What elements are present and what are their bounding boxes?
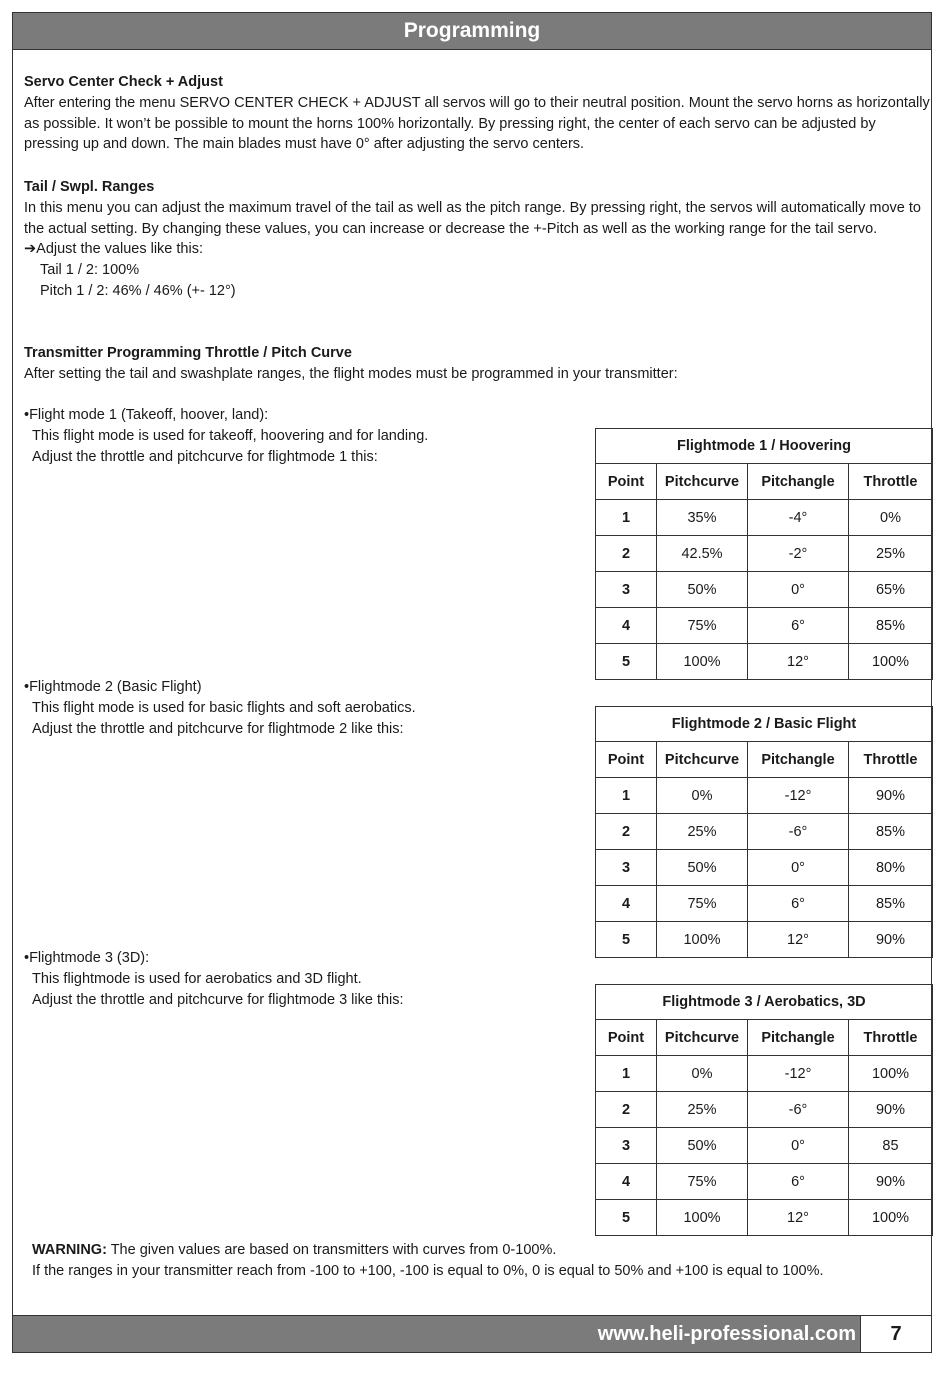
cell-pitchcurve: 0%: [657, 1056, 748, 1092]
cell-throttle: 85%: [849, 814, 933, 850]
cell-pitchangle: 6°: [748, 886, 849, 922]
cell-pitchangle: -4°: [748, 500, 849, 536]
col-header-throttle: Throttle: [849, 742, 933, 778]
table-row: [596, 850, 933, 886]
warning-line-1: The given values are based on transmitters with curves from 0-100%.: [106, 1242, 557, 1258]
table-row: [596, 886, 933, 922]
col-header-pitchangle: Pitchangle: [748, 1020, 849, 1056]
cell-pitchcurve: 0%: [657, 778, 748, 814]
cell-pitchangle: -2°: [748, 536, 849, 572]
cell-throttle: 80%: [849, 850, 933, 886]
cell-pitchcurve: 100%: [657, 644, 748, 680]
cell-point: 4: [596, 886, 657, 922]
cell-point: 5: [596, 922, 657, 958]
cell-point: 1: [596, 778, 657, 814]
table-row: [596, 922, 933, 958]
cell-throttle: 90%: [849, 1164, 933, 1200]
table-row: [596, 1200, 933, 1236]
cell-pitchcurve: 75%: [657, 608, 748, 644]
cell-throttle: 90%: [849, 922, 933, 958]
fm1-line-2: Adjust the throttle and pitchcurve for flightmode 1 this:: [32, 448, 378, 465]
cell-pitchcurve: 75%: [657, 1164, 748, 1200]
table-row: [596, 500, 933, 536]
cell-throttle: 85%: [849, 886, 933, 922]
cell-point: 4: [596, 608, 657, 644]
cell-throttle: 65%: [849, 572, 933, 608]
col-header-pitchcurve: Pitchcurve: [657, 742, 748, 778]
flightmode-3-table: [595, 984, 933, 1236]
cell-pitchcurve: 50%: [657, 1128, 748, 1164]
fm2-title: •Flightmode 2 (Basic Flight): [24, 679, 202, 695]
cell-point: 3: [596, 850, 657, 886]
tail-section: [24, 177, 932, 302]
table-caption: Flightmode 1 / Hoovering: [596, 429, 933, 464]
flightmode-2-table: [595, 706, 933, 958]
arrow-right-icon: ➔: [24, 241, 37, 258]
cell-point: 4: [596, 1164, 657, 1200]
cell-point: 2: [596, 536, 657, 572]
warning-label: WARNING:: [32, 1242, 107, 1258]
cell-point: 5: [596, 644, 657, 680]
col-header-pitchangle: Pitchangle: [748, 464, 849, 500]
tail-body: In this menu you can adjust the maximum travel of the tail as well as the pitch range. By pressing right, the servos will automatically move to the actual setting. By changing these values, you can increase or decrease the +-Pitch as well as the working range for the tail servo.: [24, 199, 921, 237]
cell-point: 2: [596, 1092, 657, 1128]
transmitter-body: After setting the tail and swashplate ranges, the flight modes must be programmed in your transmitter:: [24, 365, 678, 382]
cell-pitchangle: 6°: [748, 608, 849, 644]
table-row: [596, 778, 933, 814]
cell-pitchangle: 12°: [748, 644, 849, 680]
warning-note: [32, 1240, 922, 1282]
warning-line-2: If the ranges in your transmitter reach from -100 to +100, -100 is equal to 0%, 0 is equal to 50% and +100 is equal to 100%.: [32, 1262, 824, 1279]
fm1-title: •Flight mode 1 (Takeoff, hoover, land):: [24, 407, 269, 423]
tail-heading: Tail / Swpl. Ranges: [24, 179, 155, 195]
table-row: [596, 1128, 933, 1164]
cell-point: 3: [596, 572, 657, 608]
fm1-section: [24, 405, 584, 467]
cell-pitchangle: 0°: [748, 850, 849, 886]
cell-pitchangle: -6°: [748, 814, 849, 850]
cell-pitchangle: 12°: [748, 1200, 849, 1236]
table-row: [596, 644, 933, 680]
table-row: [596, 814, 933, 850]
table-row: [596, 536, 933, 572]
fm3-line-1: This flightmode is used for aerobatics and 3D flight.: [32, 970, 362, 987]
servo-section: [24, 72, 932, 155]
col-header-throttle: Throttle: [849, 1020, 933, 1056]
flightmode-1-table: [595, 428, 933, 680]
cell-pitchcurve: 25%: [657, 814, 748, 850]
col-header-pitchcurve: Pitchcurve: [657, 1020, 748, 1056]
cell-pitchangle: 12°: [748, 922, 849, 958]
table-row: [596, 1092, 933, 1128]
cell-pitchangle: 0°: [748, 572, 849, 608]
cell-throttle: 100%: [849, 1056, 933, 1092]
fm2-line-2: Adjust the throttle and pitchcurve for flightmode 2 like this:: [32, 720, 404, 737]
page-number: 7: [861, 1316, 931, 1352]
cell-throttle: 85: [849, 1128, 933, 1164]
tail-adjust-text: Adjust the values like this:: [36, 241, 203, 258]
fm3-title: •Flightmode 3 (3D):: [24, 950, 150, 966]
col-header-throttle: Throttle: [849, 464, 933, 500]
col-header-point: Point: [596, 1020, 657, 1056]
cell-point: 5: [596, 1200, 657, 1236]
cell-throttle: 90%: [849, 778, 933, 814]
cell-pitchcurve: 50%: [657, 850, 748, 886]
table-row: [596, 1056, 933, 1092]
col-header-pitchcurve: Pitchcurve: [657, 464, 748, 500]
cell-pitchangle: 0°: [748, 1128, 849, 1164]
cell-throttle: 90%: [849, 1092, 933, 1128]
cell-pitchcurve: 100%: [657, 922, 748, 958]
fm1-line-1: This flight mode is used for takeoff, hoovering and for landing.: [32, 427, 429, 444]
cell-pitchangle: 6°: [748, 1164, 849, 1200]
servo-heading: Servo Center Check + Adjust: [24, 74, 223, 90]
cell-pitchcurve: 50%: [657, 572, 748, 608]
cell-throttle: 100%: [849, 1200, 933, 1236]
page-title: Programming: [12, 12, 932, 50]
table-row: [596, 572, 933, 608]
tail-line-1: Tail 1 / 2: 100%: [40, 262, 140, 279]
tail-adjust-line: [24, 239, 932, 260]
col-header-point: Point: [596, 742, 657, 778]
cell-pitchcurve: 100%: [657, 1200, 748, 1236]
servo-body: After entering the menu SERVO CENTER CHECK + ADJUST all servos will go to their neutral position. Mount the servo horns as horizontally as possible. It won’t be possible to mount the horns 100% horizontally. By pressing right, the center of each servo can be adjusted by pressing up and down. The main blades must have 0° after adjusting the servo centers.: [24, 94, 930, 153]
cell-pitchangle: -12°: [748, 1056, 849, 1092]
cell-throttle: 25%: [849, 536, 933, 572]
transmitter-section: [24, 343, 932, 385]
tail-line-2: Pitch 1 / 2: 46% / 46% (+- 12°): [40, 282, 236, 299]
cell-throttle: 85%: [849, 608, 933, 644]
cell-point: 1: [596, 1056, 657, 1092]
table-row: [596, 608, 933, 644]
col-header-pitchangle: Pitchangle: [748, 742, 849, 778]
table-row: [596, 1164, 933, 1200]
cell-pitchcurve: 25%: [657, 1092, 748, 1128]
cell-pitchangle: -12°: [748, 778, 849, 814]
cell-pitchcurve: 35%: [657, 500, 748, 536]
cell-throttle: 0%: [849, 500, 933, 536]
fm3-section: [24, 948, 584, 1010]
footer-url: www.heli-professional.com: [13, 1316, 861, 1352]
cell-point: 2: [596, 814, 657, 850]
cell-pitchcurve: 42.5%: [657, 536, 748, 572]
col-header-point: Point: [596, 464, 657, 500]
cell-point: 1: [596, 500, 657, 536]
footer: [12, 1315, 932, 1353]
table-caption: Flightmode 2 / Basic Flight: [596, 707, 933, 742]
cell-pitchangle: -6°: [748, 1092, 849, 1128]
table-caption: Flightmode 3 / Aerobatics, 3D: [596, 985, 933, 1020]
cell-throttle: 100%: [849, 644, 933, 680]
cell-pitchcurve: 75%: [657, 886, 748, 922]
transmitter-heading: Transmitter Programming Throttle / Pitch Curve: [24, 345, 352, 361]
fm3-line-2: Adjust the throttle and pitchcurve for flightmode 3 like this:: [32, 991, 404, 1008]
cell-point: 3: [596, 1128, 657, 1164]
fm2-line-1: This flight mode is used for basic flights and soft aerobatics.: [32, 699, 416, 716]
fm2-section: [24, 677, 584, 739]
